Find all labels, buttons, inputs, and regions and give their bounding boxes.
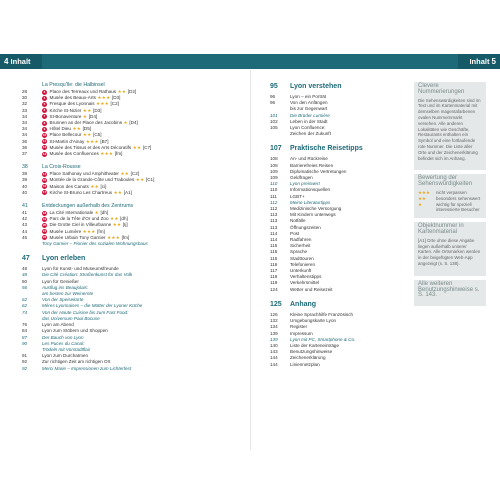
- entry-text: [D4]: [129, 120, 138, 126]
- entry-text: [D3]: [93, 107, 102, 113]
- section-heading: [270, 82, 410, 92]
- entry-page-number: 44: [22, 228, 28, 234]
- toc-section: [22, 254, 250, 371]
- entry-page-number: 39: [22, 177, 28, 183]
- entry-text: Register: [290, 324, 308, 330]
- section-page-number: [22, 82, 42, 89]
- entry-text: Liste der Karteneinträge: [290, 342, 340, 348]
- entry-text: Lyon Confluence:: [290, 125, 326, 131]
- entry-page-number: 87: [22, 334, 28, 340]
- entry-text: Place Bellecour: [49, 132, 82, 138]
- sight-number-badge: 7: [43, 114, 46, 119]
- entry-text: Sprache: [290, 249, 308, 255]
- entry-page-number: 36: [22, 138, 28, 144]
- entry-text: Von der Haute Cuisine bis zum Fast Food:: [42, 309, 129, 315]
- entry-page-number: 139: [270, 336, 278, 342]
- entry-page-number: 114: [270, 237, 278, 243]
- entry-text: Telefonieren: [290, 261, 316, 267]
- entry-text: Hôtel Dieu: [49, 126, 71, 132]
- entry-page-number: 84: [22, 328, 28, 334]
- entry-page-number: 113: [270, 212, 278, 218]
- entry-text: Medizinische Versorgung: [290, 206, 342, 212]
- star-rating-icon: ★★: [112, 222, 122, 228]
- entry-page-number: 116: [270, 261, 278, 267]
- entry-page-number: 134: [270, 324, 278, 330]
- entry-page-number: 102: [270, 118, 278, 124]
- entry-page-number: 62: [22, 297, 28, 303]
- sight-number-badge: 22: [42, 235, 47, 240]
- entry-page-number: 40: [22, 189, 28, 195]
- entry-page-number: 119: [270, 274, 278, 280]
- sight-number-badge: 20: [42, 223, 47, 228]
- ratings-list: [418, 190, 482, 213]
- info-box-ratings: [414, 174, 486, 218]
- entry-text: [C2]: [110, 101, 119, 107]
- entry-page-number: 96: [270, 94, 276, 99]
- sight-number-badge: 6: [43, 108, 46, 113]
- entry-page-number: 108: [270, 162, 278, 168]
- star-rating-icon: ★★: [418, 195, 426, 201]
- entry-text: Kleine Sprachhilfe Französisch: [290, 311, 354, 317]
- entry-text: Öffnungszeiten: [290, 224, 321, 230]
- toc-section: [22, 164, 250, 196]
- entry-page-number: 90: [22, 340, 28, 346]
- entry-page-number: 144: [270, 361, 278, 367]
- sight-number-badge: 16: [42, 184, 47, 189]
- entry-text: Zeichenerklärung: [290, 355, 326, 361]
- entry-text: Unterkunft: [290, 268, 312, 274]
- entry-text: [fm]: [114, 151, 123, 157]
- entry-text: [Ij]: [122, 222, 128, 228]
- entry-text: [D3]: [111, 95, 121, 101]
- sight-number-badge: 12: [42, 145, 47, 150]
- star-rating-icon: ★★: [113, 189, 123, 195]
- section-title: Lyon verstehen: [290, 83, 342, 90]
- entry-text: [A1]: [123, 189, 132, 195]
- entry-page-number: 48: [22, 272, 28, 278]
- entry-page-number: 115: [270, 255, 278, 261]
- section-title: Lyon erleben: [42, 255, 86, 263]
- right-page-number: 5: [491, 57, 496, 66]
- entry-text: Les Puces du Canal:: [42, 340, 85, 346]
- entry-page-number: 40: [22, 183, 28, 189]
- toc-column-left: [22, 82, 250, 379]
- section-heading: [22, 254, 250, 264]
- entry-page-number: 92: [22, 359, 28, 365]
- entry-text: Kirche St-Nizier: [49, 107, 82, 113]
- entry-page-number: 101: [270, 112, 278, 118]
- entry-page-number: 33: [22, 107, 28, 113]
- section-page-number: 41: [22, 203, 28, 210]
- entry-page-number: 126: [270, 311, 278, 317]
- section-heading: [270, 300, 410, 310]
- entry-text: [C2]: [130, 171, 140, 177]
- right-page-title: Inhalt: [469, 57, 490, 66]
- entry-text: Lyon am Abend: [42, 322, 74, 328]
- entry-title: [290, 287, 333, 293]
- entry-page-number: 38: [22, 171, 28, 177]
- section-title: Entdeckungen außerhalb des Zentrums: [42, 203, 134, 210]
- info-box-text: Alle weiteren Benutzungshinweise s. S. 143.: [418, 280, 480, 299]
- entry-text: An- und Rückreise: [290, 156, 328, 162]
- entry-page-number: 34: [22, 132, 28, 138]
- star-rating-icon: ★★: [117, 89, 127, 94]
- entry-page-number: 45: [22, 234, 28, 240]
- entry-page-number: 114: [270, 230, 278, 236]
- entry-page-number: 43: [22, 222, 28, 228]
- sight-number-badge: 11: [42, 139, 47, 144]
- entry-text: [C7]: [142, 144, 152, 150]
- star-rating-icon: ★★★: [97, 95, 111, 101]
- info-box-title: Bewertung der Sehenswürdigkeiten: [418, 175, 473, 188]
- sight-number-badge: 17: [42, 190, 47, 195]
- entry-page-number: 91: [22, 353, 28, 359]
- entry-text: Mères Lyonnaises – die Mütter der Lyoner Küche: [42, 303, 143, 309]
- entry-text: Sicherheit: [290, 243, 311, 249]
- entry-text: Mit Kindern unterwegs: [290, 212, 336, 218]
- entry-title: [42, 366, 131, 372]
- entry-page-number: 41: [22, 210, 28, 216]
- entry-text: Musée des Tissus et des Arts Décoratifs: [49, 144, 132, 150]
- toc-section: [270, 82, 410, 137]
- star-rating-icon: ★★★: [107, 234, 121, 240]
- entry-text: [fm]: [121, 234, 130, 240]
- entry-page-number: 28: [22, 89, 28, 94]
- entry-page-number: 50: [22, 278, 28, 284]
- star-rating-icon: ★★: [120, 171, 130, 177]
- entry-text: Zeichen der Zukunft: [290, 131, 331, 137]
- entry-text: [dh]: [120, 216, 128, 222]
- entry-text: Post: [290, 230, 300, 236]
- entry-page-number: 115: [270, 243, 278, 249]
- entry-page-number: 113: [270, 218, 278, 224]
- entry-text: Ausflug ins Beaujolais:: [42, 284, 89, 290]
- section-title: Praktische Reisetipps: [290, 145, 363, 153]
- entry-text: [D5]: [82, 126, 92, 132]
- entry-text: das Universum Paul Bocuse: [42, 315, 100, 321]
- entry-page-number: 144: [270, 355, 278, 361]
- star-rating-icon: ★★: [135, 177, 145, 183]
- entry-page-number: [270, 131, 290, 137]
- star-rating-icon: ★★★: [85, 138, 99, 144]
- info-box-map: [414, 222, 486, 276]
- right-page-header: [469, 54, 496, 69]
- entry-page-number: 30: [22, 95, 28, 101]
- sight-number-badge: 9: [43, 126, 46, 131]
- entry-text: Der Bauch von Lyon: [42, 334, 84, 340]
- star-rating-icon: ★★★: [418, 189, 430, 195]
- entry-text: Lyon mit PC, Smartphone & Co.: [290, 336, 356, 342]
- entry-title: [42, 151, 122, 157]
- sight-number-badge: 18: [42, 210, 47, 215]
- info-box-title: Clevere Nummerierungen: [418, 83, 465, 95]
- entry-text: Die Cité Création: Straßenkunst für das Volk: [42, 272, 133, 278]
- entry-text: Musée des Beaux-Arts: [49, 95, 96, 101]
- entry-text: Maison des Canuts: [49, 183, 89, 189]
- rating-label: wichtig für speziell interessierte Besucher: [436, 201, 480, 213]
- sidebar-info: [414, 82, 486, 306]
- entry-text: Stadttouren: [290, 255, 314, 261]
- entry-page-number: 96: [270, 100, 276, 106]
- section-page-number: 107: [270, 145, 282, 153]
- section-page-number: 95: [270, 83, 278, 90]
- toc-entry[interactable]: [22, 366, 250, 372]
- entry-text: [dh]: [100, 210, 109, 216]
- section-title: La Presqu'île: die Halbinsel: [42, 82, 105, 88]
- entry-page-number: 48: [22, 266, 28, 272]
- sight-number-badge: 14: [42, 171, 47, 176]
- info-box-title: Objektnummer in Kartenmaterial: [418, 223, 464, 235]
- entry-page-number: 42: [22, 216, 28, 222]
- entry-page-number: 119: [270, 280, 278, 286]
- entry-page-number: 105: [270, 125, 278, 131]
- entry-text: [fm]: [97, 228, 105, 234]
- entry-title: [290, 362, 320, 368]
- star-rating-icon: ★: [82, 113, 88, 119]
- entry-text: Die Grotte Ciel in Villeurbanne: [49, 222, 112, 228]
- entry-text: LGBT+: [290, 193, 305, 199]
- entry-text: Musée Urbain Tony Garnier: [49, 234, 106, 240]
- entry-title: [290, 131, 331, 137]
- entry-page-number: 112: [270, 206, 278, 212]
- entry-text: [C1]: [145, 177, 155, 183]
- entry-text: Trödeln mit Vorstadtflair: [42, 346, 91, 352]
- entry-page-number: 140: [270, 342, 278, 348]
- sight-number-badge: 21: [42, 229, 47, 234]
- entry-page-number: 139: [270, 330, 278, 336]
- entry-page-number: 109: [270, 175, 278, 181]
- star-rating-icon: ★★: [90, 183, 99, 189]
- toc-entry[interactable]: [270, 287, 410, 293]
- entry-text: [ci]: [100, 183, 107, 189]
- entry-page-number: 92: [22, 365, 28, 371]
- entry-text: Umgebungskarte Lyon: [290, 318, 337, 324]
- entry-page-number: 34: [22, 113, 28, 119]
- star-rating-icon: ★★: [132, 144, 142, 150]
- toc-section: [270, 300, 410, 368]
- star-rating-icon: ★★: [72, 126, 82, 132]
- star-rating-icon: ★: [123, 120, 128, 126]
- entry-text: Merci Marie – Impressionen zum Lichterfest: [42, 365, 132, 371]
- entry-text: Lyon zum Durchatmen: [42, 353, 89, 359]
- sight-number-badge: 19: [42, 216, 47, 221]
- toc-section: [22, 203, 250, 247]
- star-rating-icon: ★★: [82, 107, 92, 113]
- entry-title: [42, 241, 148, 247]
- entry-text: Musée Lumière: [49, 228, 82, 234]
- entry-text: Kirche St-Bruno Les Chartreux: [49, 189, 113, 195]
- entry-text: Verkehrsmittel: [290, 280, 320, 286]
- entry-page-number: 110: [270, 181, 278, 187]
- entry-text: Montée de la Grande-Côte und Traboules: [49, 177, 135, 183]
- entry-text: Die Brüder Lumière: [290, 112, 330, 118]
- sight-number-badge: 13: [42, 151, 47, 156]
- entry-text: Lyon zum Stöbern und Shoppen: [42, 328, 108, 334]
- entry-page-number: 115: [270, 249, 278, 255]
- entry-text: Meine Literaturtipps: [290, 199, 331, 205]
- rating-label: nicht verpassen: [436, 189, 467, 195]
- entry-text: St-Bonaventure: [49, 113, 82, 119]
- entry-text: bis zur Gegenwart: [290, 106, 328, 112]
- entry-text: Tony Garnier – Pionier des sozialen Wohnungsbaus: [42, 241, 148, 247]
- toc-entry[interactable]: [22, 151, 250, 157]
- sight-number-badge: 3: [43, 89, 46, 94]
- entry-text: Leben in der Stadt: [290, 118, 328, 124]
- left-page-number: 4: [4, 57, 9, 66]
- sight-number-badge: 5: [43, 102, 46, 106]
- entry-page-number: 124: [270, 286, 278, 292]
- entry-page-number: 110: [270, 187, 278, 193]
- entry-text: Musée des Confluences: [49, 151, 99, 157]
- info-box-numbering: [414, 82, 486, 170]
- toc-entry[interactable]: [270, 131, 410, 137]
- star-rating-icon: ★: [94, 210, 99, 216]
- entry-page-number: 34: [22, 120, 28, 126]
- entry-text: Place Sathonay und Amphitheater: [49, 171, 119, 177]
- section-heading: [22, 203, 250, 210]
- entry-page-number: 32: [22, 101, 28, 107]
- rating-label: besonders sehenswert: [436, 195, 481, 201]
- section-page-number: 125: [270, 300, 282, 308]
- sight-number-badge: 15: [42, 178, 47, 183]
- rating-row: [418, 202, 482, 214]
- entry-page-number: 117: [270, 268, 278, 274]
- sight-number-badge: 8: [43, 120, 46, 125]
- entry-page-number: [22, 241, 42, 247]
- header-bar: [0, 54, 500, 69]
- star-rating-icon: ★: [418, 201, 422, 207]
- section-heading: [270, 144, 410, 154]
- toc-section: [270, 144, 410, 292]
- entry-text: Wetter und Reisezeit: [290, 286, 333, 292]
- entry-text: Von den Anfängen: [290, 100, 328, 106]
- entry-text: Parc de la Tête d'Or und Zoo: [49, 216, 109, 222]
- entry-page-number: 62: [22, 303, 28, 309]
- info-box-hints: [414, 280, 486, 306]
- entry-text: [D2]: [127, 89, 137, 94]
- entry-text: Brunnen an der Place des Jacobins: [49, 120, 123, 126]
- star-rating-icon: ★★★: [100, 151, 114, 157]
- entry-page-number: 108: [270, 156, 278, 162]
- entry-text: Lyon für Genießer: [42, 278, 79, 284]
- entry-page-number: 132: [270, 318, 278, 324]
- left-page-header: [4, 54, 31, 69]
- entry-text: La Cité Internationale: [49, 210, 94, 216]
- entry-text: Radfahren: [290, 237, 312, 243]
- section-title: La Croix-Rousse: [42, 164, 81, 171]
- toc-entry[interactable]: [270, 362, 410, 368]
- entry-text: Barrierefreies Reisen: [290, 162, 334, 168]
- section-page-number: 38: [22, 164, 28, 171]
- info-box-text: [A1] Orte ohne diese Angabe liegen außerhalb unserer Karten. Alle Ortsmarken werden in der beigefügten Web-App angezeigt (s. S. 138).: [418, 237, 481, 266]
- star-rating-icon: ★★★: [82, 228, 96, 234]
- entry-title: [42, 190, 132, 196]
- section-page-number: 47: [22, 255, 30, 263]
- sight-number-badge: 10: [42, 133, 47, 138]
- entry-page-number: 37: [22, 151, 28, 157]
- star-rating-icon: ★★: [82, 132, 92, 138]
- section-heading: [22, 164, 250, 171]
- entry-page-number: 74: [22, 309, 28, 315]
- entry-page-number: 36: [22, 144, 28, 150]
- entry-text: Lyon preiswert: [290, 181, 320, 187]
- section-heading: [22, 82, 250, 89]
- entry-page-number: 76: [22, 322, 28, 328]
- info-box-text: Die Sehenswürdigkeiten sind im Text und im Kartenmaterial mit demselben magentafarbenen ovalen Nummernmarkt versehen. Alle anderen Lokalitäten wie Geschäfte, Restaurants enthalten ein Symbol und eine fortlaufende rote Nummer. Die Liste aller Orte und der Zeichenerklärung befindet sich im Anhang.: [418, 97, 481, 161]
- entry-text: am besten zur Weinernte: [42, 291, 94, 297]
- toc-entry[interactable]: [22, 241, 250, 247]
- entry-text: Geldfragen: [290, 175, 313, 181]
- entry-text: Impressum: [290, 330, 313, 336]
- entry-text: Verhaltenstipps: [290, 274, 322, 280]
- entry-text: St-Martin d'Ainay: [49, 138, 85, 144]
- toc-section: [22, 82, 250, 157]
- entry-text: [D4]: [88, 113, 98, 119]
- entry-text: Von der Speisekarte: [42, 297, 84, 303]
- entry-text: Place des Terreaux und Rathaus: [49, 89, 117, 94]
- entry-text: Notfälle: [290, 218, 306, 224]
- entry-text: Diplomatische Vertretungen: [290, 168, 347, 174]
- section-title: Anhang: [290, 300, 317, 308]
- entry-text: Benutzungshinweise: [290, 349, 333, 355]
- entry-page-number: 113: [270, 224, 278, 230]
- entry-page-number: 143: [270, 349, 278, 355]
- toc-column-middle: [270, 82, 410, 375]
- entry-page-number: 109: [270, 168, 278, 174]
- star-rating-icon: ★★★: [96, 101, 109, 107]
- entry-page-number: 112: [270, 199, 278, 205]
- entry-text: Lyon – ein Porträt: [290, 94, 327, 99]
- star-rating-icon: ★★: [110, 216, 119, 222]
- entry-page-number: 34: [22, 126, 28, 132]
- entry-page-number: 56: [22, 284, 28, 290]
- entry-text: Liniennetzplan: [290, 361, 320, 367]
- left-page-title: Inhalt: [10, 57, 31, 66]
- toc-entry[interactable]: [22, 190, 250, 196]
- entry-text: Zur richtigen Zeit am richtigen Ort: [42, 359, 111, 365]
- entry-text: Informationsquellen: [290, 187, 331, 193]
- entry-text: [B7]: [100, 138, 109, 144]
- entry-text: [C5]: [93, 132, 102, 138]
- entry-page-number: 111: [270, 193, 277, 199]
- entry-text: Lyon für Kunst- und Museumsfreunde: [42, 266, 119, 272]
- entry-text: Fresque des Lyonnais: [49, 101, 95, 107]
- sight-number-badge: 4: [43, 95, 46, 100]
- page-gutter: [250, 70, 251, 450]
